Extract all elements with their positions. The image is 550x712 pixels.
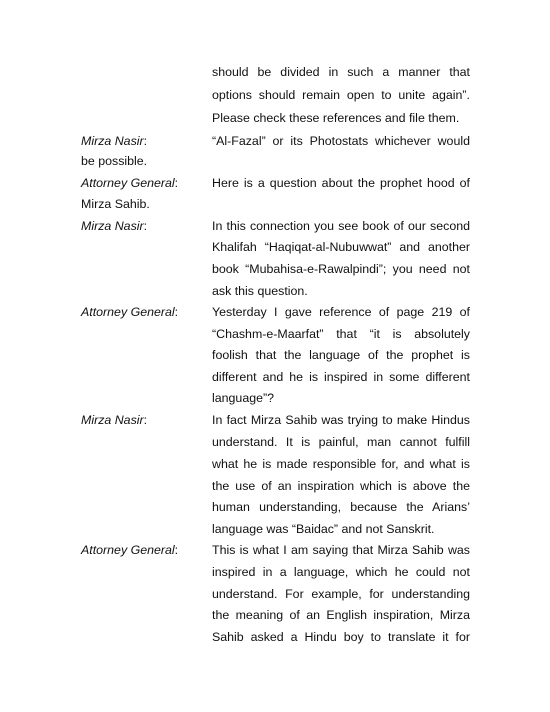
body-line: This is what I am saying that Mirza Sahib was [212, 543, 470, 557]
speaker-name: Attorney General [81, 305, 175, 319]
body-line: inspired in a language, which he could not [212, 565, 470, 579]
speaker-label [81, 413, 147, 428]
body-line: the meaning of an English inspiration, Mirza [212, 608, 470, 622]
body-line: “Chashm-e-Maarfat” that “it is absolutely [212, 327, 470, 341]
speaker-colon: : [143, 413, 148, 427]
body-line: understand. For example, for understanding [212, 587, 470, 601]
speaker-label [81, 219, 147, 234]
speaker-colon: : [174, 176, 179, 190]
body-line: Yesterday I gave reference of page 219 of [212, 305, 470, 319]
body-line: what he is made responsible for, and what is [212, 457, 470, 471]
body-line-wrap: Mirza Sahib. [81, 197, 150, 211]
body-line: In fact Mirza Sahib was trying to make Hindus [212, 413, 470, 427]
body-line-wrap: be possible. [81, 154, 148, 168]
speaker-label [81, 134, 147, 149]
body-line: language”? [212, 391, 275, 405]
speaker-colon: : [143, 134, 148, 148]
speaker-name: Mirza Nasir [81, 413, 144, 427]
body-line: Please check these references and file them. [212, 111, 460, 125]
speaker-colon: : [143, 219, 148, 233]
body-line: ask this question. [212, 284, 308, 298]
body-line: the use of an inspiration which is above the [212, 479, 470, 493]
body-line: should be divided in such a manner that [212, 65, 470, 79]
body-line: different and he is inspired in some different [212, 370, 470, 384]
speaker-label [81, 543, 178, 558]
speaker-name: Attorney General [81, 543, 175, 557]
body-line: language was “Baidac” and not Sanskrit. [212, 522, 435, 536]
body-line: Sahib asked a Hindu boy to translate it for [212, 630, 470, 644]
body-line: human understanding, because the Arians’ [212, 500, 470, 514]
speaker-name: Attorney General [81, 176, 175, 190]
body-line: book “Mubahisa-e-Rawalpindi”; you need not [212, 262, 470, 276]
body-line: In this connection you see book of our second [212, 219, 470, 233]
speaker-colon: : [174, 305, 179, 319]
body-line: “Al-Fazal” or its Photostats whichever would [212, 134, 470, 148]
speaker-label [81, 176, 178, 191]
body-line: options should remain open to unite again”. [212, 88, 470, 102]
speaker-label [81, 305, 178, 320]
body-line: Here is a question about the prophet hood of [212, 176, 470, 190]
speaker-name: Mirza Nasir [81, 134, 144, 148]
body-line: Khalifah “Haqiqat-al-Nubuwwat” and another [212, 240, 470, 254]
body-line: foolish that the language of the prophet is [212, 348, 470, 362]
body-line: understand. It is painful, man cannot fulfill [212, 435, 470, 449]
speaker-colon: : [174, 543, 179, 557]
speaker-name: Mirza Nasir [81, 219, 144, 233]
